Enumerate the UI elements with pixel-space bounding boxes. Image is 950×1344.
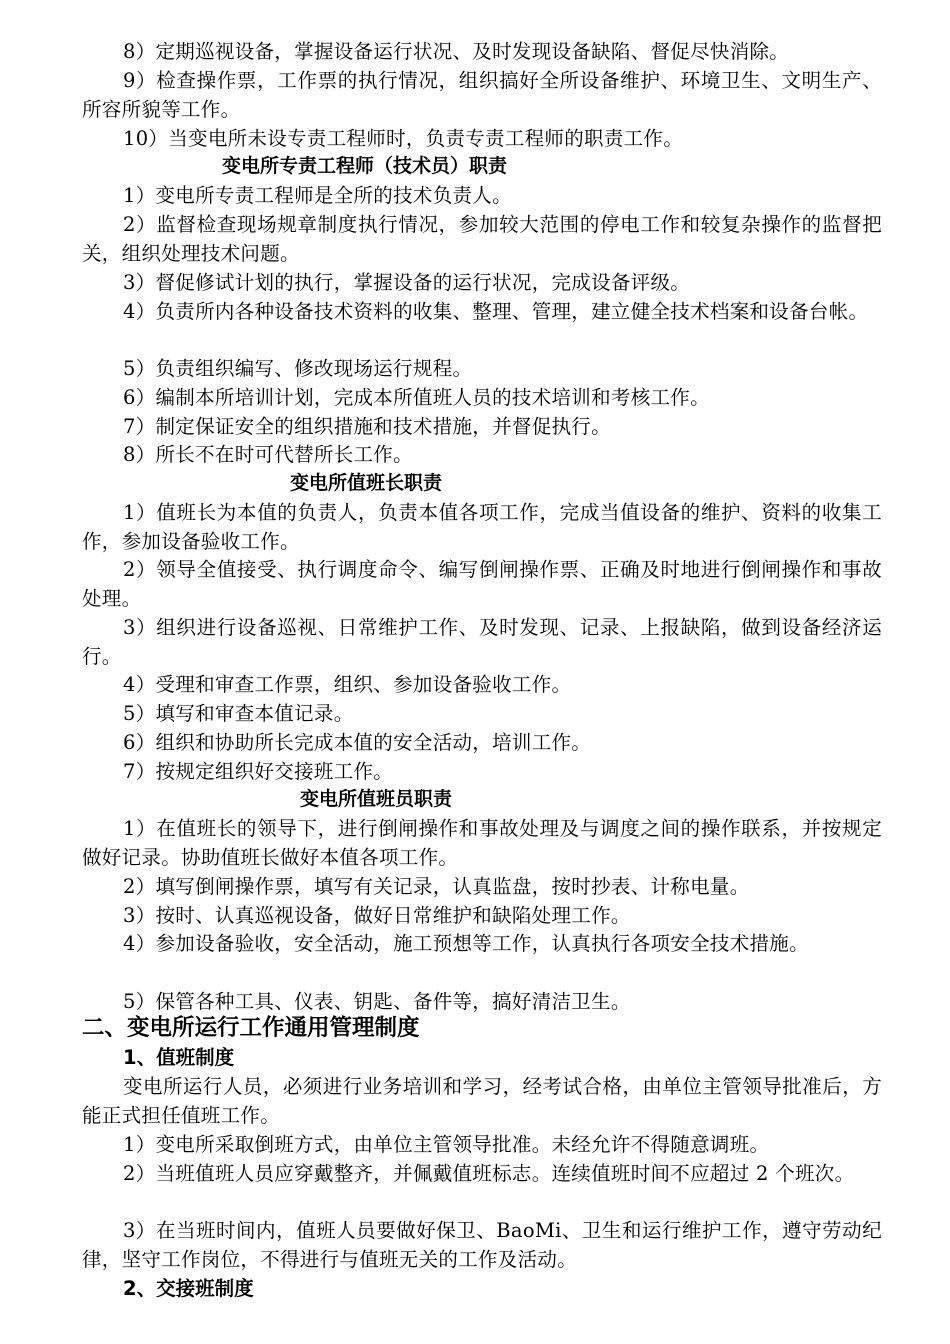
duty-system-heading: 1、值班制度 (123, 1046, 235, 1069)
operator-duty-item: 2）填写倒闸操作票，填写有关记录，认真监盘，按时抄表、计称电量。 (123, 875, 750, 898)
engineer-duty-item: 6）编制本所培训计划，完成本所值班人员的技术培训和考核工作。 (123, 386, 710, 409)
engineer-duty-item: 1）变电所专责工程师是全所的技术负责人。 (123, 184, 512, 207)
engineer-duty-item: 4）负责所内各种设备技术资料的收集、整理、管理，建立健全技术档案和设备台帐。 (123, 300, 869, 323)
operator-duty-item: 1）在值班长的领导下，进行倒闸操作和事故处理及与调度之间的操作联系，并按规定做好记录。协助值班长做好本值各项工作。 (82, 817, 882, 869)
duty-system-intro: 变电所运行人员，必须进行业务培训和学习，经考试合格，由单位主管领导批准后，方能正式担任值班工作。 (82, 1075, 882, 1127)
chief-duty-item: 8）定期巡视设备，掌握设备运行状况、及时发现设备缺陷、督促尽快消除。 (123, 40, 790, 63)
operator-duties-title: 变电所值班员职责 (300, 788, 453, 810)
chief-duty-item: 9）检查操作票，工作票的执行情况，组织搞好全所设备维护、环境卫生、文明生产、所容所貌等工作。 (82, 69, 882, 121)
shift-leader-duty-item: 3）组织进行设备巡视、日常维护工作、及时发现、记录、上报缺陷，做到设备经济运行。 (82, 616, 882, 668)
shift-leader-duties-title: 变电所值班长职责 (290, 472, 443, 494)
duty-system-item: 2）当班值班人员应穿戴整齐，并佩戴值班标志。连续值班时间不应超过 2 个班次。 (123, 1162, 855, 1185)
operator-duty-item: 5）保管各种工具、仪表、钥匙、备件等，搞好清洁卫生。 (123, 990, 631, 1013)
engineer-duties-title: 变电所专责工程师（技术员）职责 (222, 155, 508, 177)
chapter-two-title: 二、变电所运行工作通用管理制度 (82, 1015, 420, 1041)
chief-duty-item: 10）当变电所未设专责工程师时，负责专责工程师的职责工作。 (123, 127, 684, 150)
engineer-duty-item: 3）督促修试计划的执行，掌握设备的运行状况，完成设备评级。 (123, 271, 691, 294)
handover-system-heading: 2、交接班制度 (123, 1277, 254, 1300)
engineer-duty-item: 7）制定保证安全的组织措施和技术措施，并督促执行。 (123, 415, 611, 438)
operator-duty-item: 3）按时、认真巡视设备，做好日常维护和缺陷处理工作。 (123, 904, 631, 927)
engineer-duty-item: 2）监督检查现场规章制度执行情况，参加较大范围的停电工作和较复杂操作的监督把关，组织处理技术问题。 (82, 213, 882, 265)
engineer-duty-item: 5）负责组织编写、修改现场运行规程。 (123, 357, 473, 380)
duty-system-item: 3）在当班时间内，值班人员要做好保卫、BaoMi、卫生和运行维护工作，遵守劳动纪律，坚守工作岗位，不得进行与值班无关的工作及活动。 (82, 1219, 882, 1271)
shift-leader-duty-item: 2）领导全值接受、执行调度命令、编写倒闸操作票、正确及时地进行倒闸操作和事故处理。 (82, 558, 882, 610)
shift-leader-duty-item: 7）按规定组织好交接班工作。 (123, 760, 394, 783)
duty-system-item: 1）变电所采取倒班方式，由单位主管领导批准。未经允许不得随意调班。 (123, 1133, 770, 1156)
shift-leader-duty-item: 6）组织和协助所长完成本值的安全活动，培训工作。 (123, 731, 592, 754)
shift-leader-duty-item: 5）填写和审查本值记录。 (123, 702, 354, 725)
engineer-duty-item: 8）所长不在时可代替所长工作。 (123, 443, 413, 466)
operator-duty-item: 4）参加设备验收，安全活动，施工预想等工作，认真执行各项安全技术措施。 (123, 932, 809, 955)
shift-leader-duty-item: 4）受理和审查工作票，组织、参加设备验收工作。 (123, 673, 572, 696)
shift-leader-duty-item: 1）值班长为本值的负责人，负责本值各项工作，完成当值设备的维护、资料的收集工作，参加设备验收工作。 (82, 501, 882, 553)
